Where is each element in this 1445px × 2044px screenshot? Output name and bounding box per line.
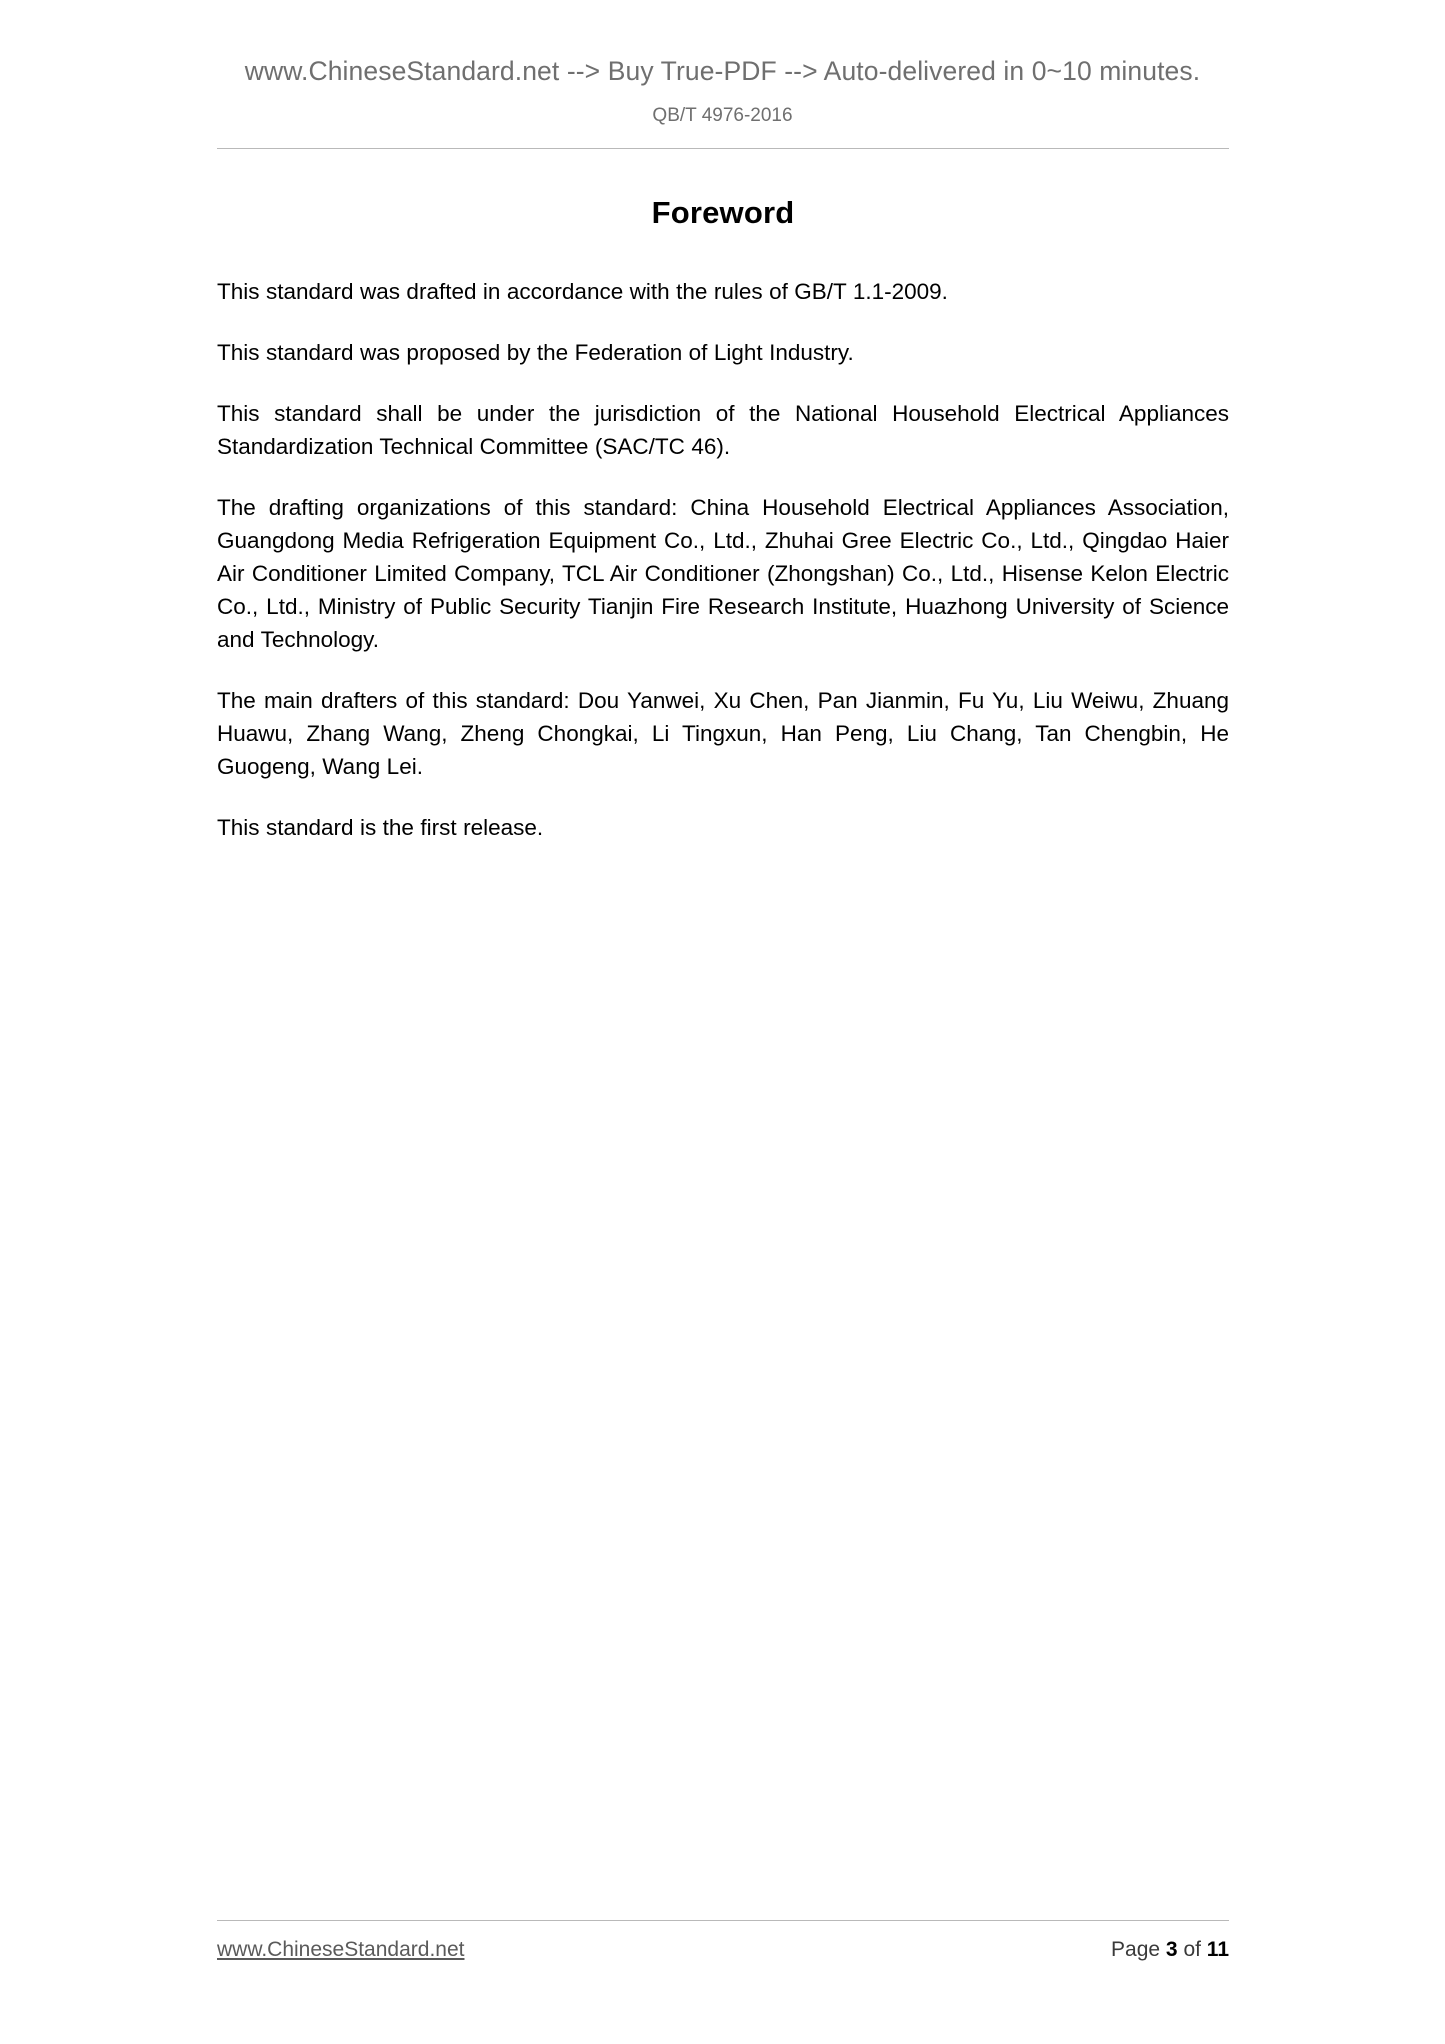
paragraph-5: The main drafters of this standard: Dou Yanwei, Xu Chen, Pan Jianmin, Fu Yu, Liu Weiwu, Zhuang Huawu, Zhang Wang, Zheng Chongkai, Li Tingxun, Han Peng, Liu Chang, Tan Chengbin, He Guogeng, Wang Lei.: [217, 688, 1229, 779]
page-number-total: 11: [1206, 1938, 1229, 1961]
paragraph-3: This standard shall be under the jurisdiction of the National Household Electrical Appliances Standardization Technical Committee (SAC/TC 46).: [217, 401, 1229, 459]
footer-divider: [217, 1920, 1229, 1921]
page-label-prefix: Page: [1111, 1938, 1161, 1961]
footer-site-link[interactable]: www.ChineseStandard.net: [217, 1938, 465, 1961]
paragraph-6: This standard is the first release.: [217, 815, 544, 840]
page-label-of: of: [1183, 1938, 1201, 1961]
document-body: [217, 195, 1229, 844]
page-number-current: 3: [1165, 1938, 1178, 1961]
standard-code: QB/T 4976-2016: [652, 105, 793, 126]
paragraph-4: The drafting organizations of this standard: China Household Electrical Appliances Association, Guangdong Media Refrigeration Equipment Co., Ltd., Zhuhai Gree Electric Co., Ltd., Qingdao Haier Air Conditioner Limited Company, TCL Air Conditioner (Zhongshan) Co., Ltd., Hisense Kelon Electric Co., Ltd., Ministry of Public Security Tianjin Fire Research Institute, Huazhong University of Science and Technology.: [217, 495, 1229, 652]
page-title: Foreword: [651, 195, 795, 230]
header-divider: [217, 148, 1229, 149]
paragraph-2: This standard was proposed by the Federation of Light Industry.: [217, 340, 854, 365]
paragraph-1: This standard was drafted in accordance with the rules of GB/T 1.1-2009.: [217, 279, 948, 304]
promo-watermark: www.ChineseStandard.net --> Buy True-PDF --> Auto-delivered in 0~10 minutes.: [244, 56, 1201, 86]
page-footer: [217, 1938, 1229, 1962]
page-indicator: [1111, 1938, 1229, 1962]
